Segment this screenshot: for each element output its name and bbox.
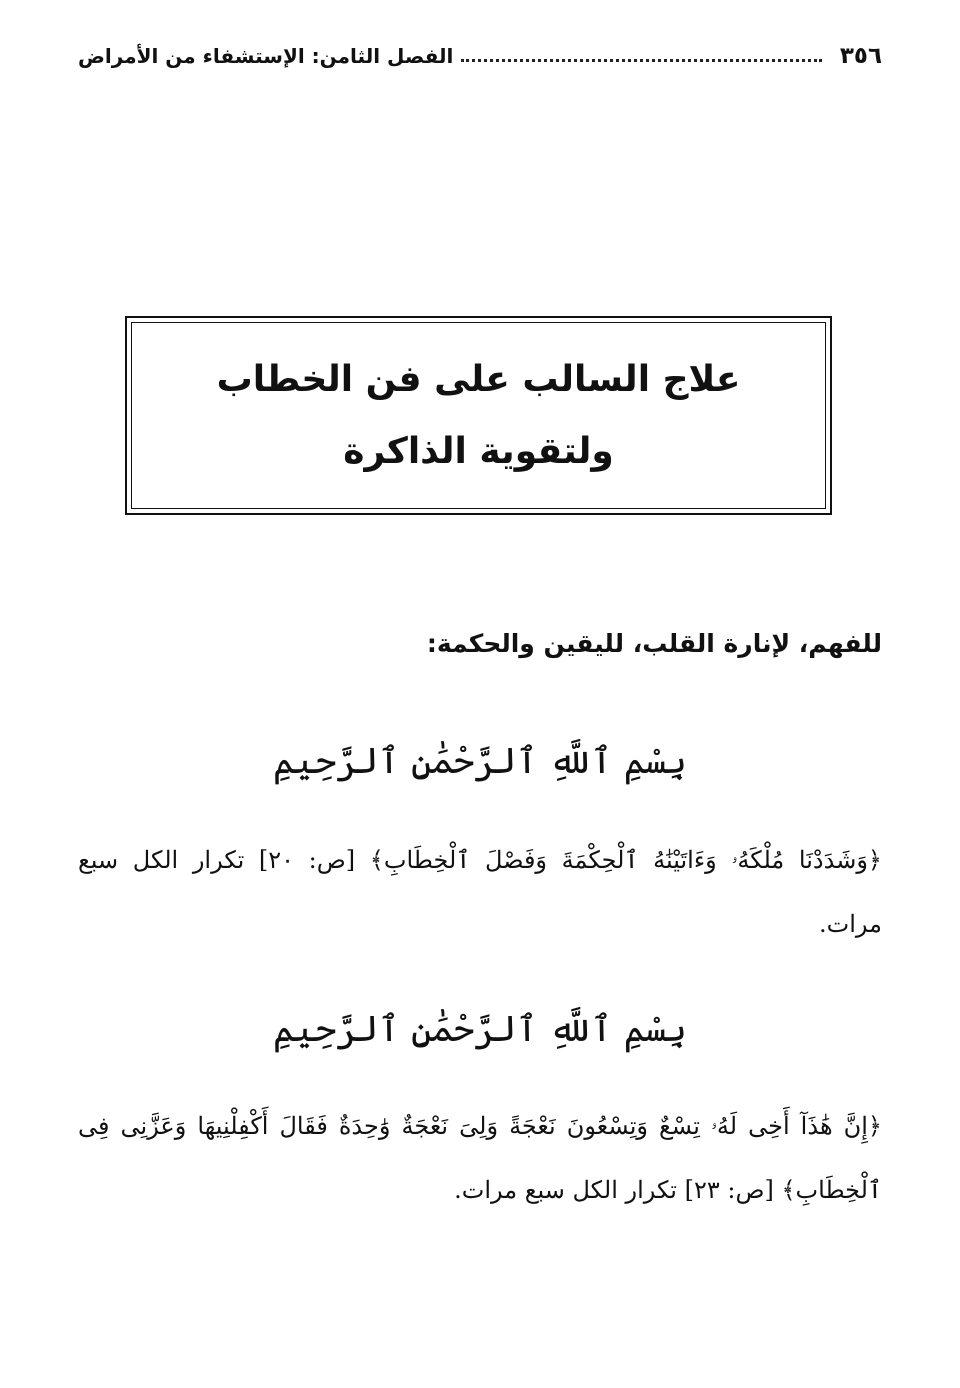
- verse-reference-2: [ص: ٢٣]: [684, 1176, 774, 1204]
- intro-heading: للفهم، لإنارة القلب، لليقين والحكمة:: [426, 629, 882, 658]
- verse-reference-1: [ص: ٢٠]: [258, 846, 356, 874]
- basmala-2: بِسْمِ ٱللَّهِ ٱلرَّحْمَٰنِ ٱلرَّحِيمِ: [272, 1009, 688, 1050]
- quran-verse-2: ﴿إِنَّ هَٰذَآ أَخِى لَهُۥ تِسْعٌ وَتِسْعُونَ نَعْجَةً وَلِىَ نَعْجَةٌ وَٰحِدَةٌ فَقَالَ أَكْفِلْنِيهَا وَعَزَّنِى فِى ٱلْخِطَابِ﴾: [78, 1112, 882, 1204]
- chapter-title: الفصل الثامن: الإستشفاء من الأمراض: [78, 44, 454, 68]
- page-number: ٣٥٦: [839, 43, 882, 69]
- section-title-box-inner: [131, 322, 826, 509]
- basmala-1: بِسْمِ ٱللَّهِ ٱلرَّحْمَٰنِ ٱلرَّحِيمِ: [272, 741, 688, 782]
- section-title-line-2: ولتقوية الذاكرة: [343, 430, 614, 472]
- quran-verse-1: ﴿وَشَدَدْنَا مُلْكَهُۥ وَءَاتَيْنَٰهُ ٱلْحِكْمَةَ وَفَصْلَ ٱلْخِطَابِ﴾: [369, 846, 882, 874]
- section-title-line-1: علاج السالب على فن الخطاب: [216, 358, 741, 400]
- verse-instruction-2: تكرار الكل سبع مرات.: [454, 1176, 677, 1204]
- verse-block-1: [78, 828, 882, 956]
- dot-leader: [461, 59, 822, 62]
- section-title-box: [125, 316, 832, 515]
- verse-instruction-1: تكرار الكل سبع مرات.: [78, 846, 882, 938]
- running-header: [78, 36, 882, 76]
- verse-block-2: [78, 1094, 882, 1222]
